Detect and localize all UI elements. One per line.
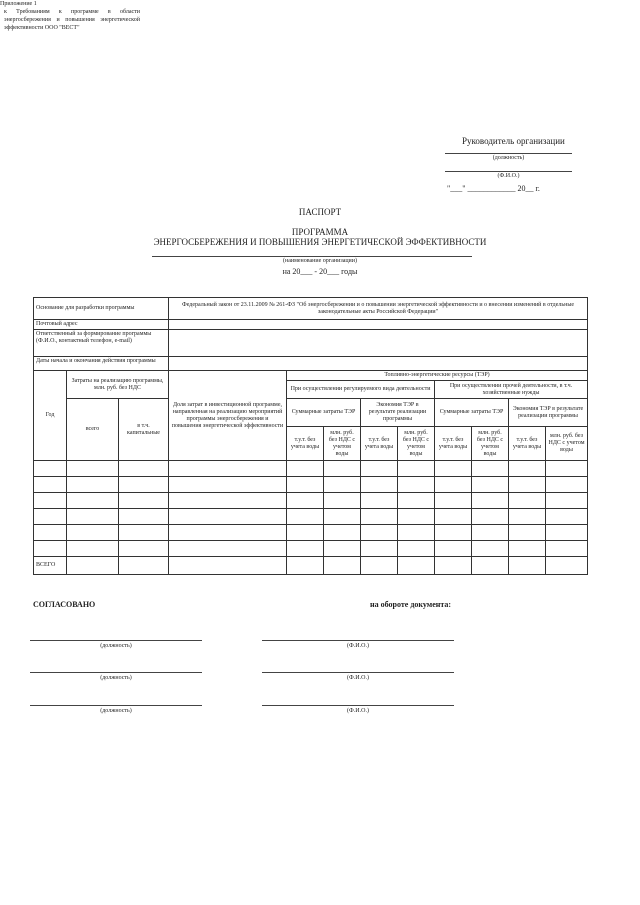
responsible-label: Ответственный за формирование программы (Ф.И.О., контактный телефон, e-mail) <box>34 330 169 357</box>
other-header: При осуществлении прочей деятельности, в т.ч. хозяйственные нужды <box>435 381 588 399</box>
program-years: на 20___ - 20___ годы <box>282 267 358 276</box>
responsible-value[interactable] <box>169 330 588 357</box>
passport-heading: ПАСПОРТ <box>298 207 342 217</box>
other-savings-header: Экономия ТЭР в результате реализации программы <box>509 399 588 427</box>
mln-header: млн. руб. без НДС с учетом воды <box>472 427 509 461</box>
tut-header: т.у.т. без учета воды <box>287 427 324 461</box>
year-header: Год <box>34 371 67 461</box>
appendix-title: Приложение 1 <box>0 1 37 7</box>
fio-caption-3: (Ф.И.О.) <box>347 708 369 714</box>
costs-header: Затраты на реализацию программы, млн. руб. без НДС <box>67 371 169 399</box>
fio-caption-1: (Ф.И.О.) <box>347 643 369 649</box>
approval-fio-caption: (Ф.И.О.) <box>497 173 520 179</box>
approval-date: "___" ____________ 20__ г. <box>447 184 540 193</box>
postal-value[interactable] <box>169 320 588 330</box>
program-title: ЭНЕРГОСБЕРЕЖЕНИЯ И ПОВЫШЕНИЯ ЭНЕРГЕТИЧЕСКОЙ ЭФФЕКТИВНОСТИ <box>153 237 487 247</box>
table-row[interactable] <box>34 541 588 557</box>
mln-header: млн. руб. без НДС с учетом воды <box>398 427 435 461</box>
reverse-note: на обороте документа: <box>370 600 452 609</box>
table-row[interactable] <box>34 493 588 509</box>
appendix-block <box>0 0 140 32</box>
position-caption-2: (должность) <box>100 675 132 681</box>
program-heading: ПРОГРАММА <box>291 227 349 237</box>
total-header: всего <box>67 399 119 461</box>
mln-header: млн. руб. без НДС с учетом воды <box>546 427 588 461</box>
regulated-savings-header: Экономия ТЭР в результате реализации программы <box>361 399 435 427</box>
fio-caption-2: (Ф.И.О.) <box>347 675 369 681</box>
other-total-costs-header: Суммарные затраты ТЭР <box>435 399 509 427</box>
table-row[interactable] <box>34 477 588 493</box>
basis-value: Федеральный закон от 23.11.2009 № 261-ФЗ "Об энергосбережении и о повышении энергетической эффективности и о внесении изменений в отдельные законодательные акты Российской Федерации" <box>169 298 588 320</box>
position-caption-3: (должность) <box>100 708 132 714</box>
total-row-label: ВСЕГО <box>34 557 67 575</box>
table-row[interactable] <box>34 525 588 541</box>
tut-header: т.у.т. без учета воды <box>435 427 472 461</box>
appendix-text: к Требованиям к программе в области энергосбережения и повышения энергетической эффективности ООО "ВЕСТ" <box>4 9 140 31</box>
capital-header: в т.ч. капитальные <box>119 399 169 461</box>
postal-label: Почтовый адрес <box>34 320 169 330</box>
passport-table <box>33 297 588 575</box>
position-caption-1: (должность) <box>100 643 132 649</box>
tut-header: т.у.т. без учета воды <box>509 427 546 461</box>
mln-header: млн. руб. без НДС с учетом воды <box>324 427 361 461</box>
basis-label: Основание для разработки программы <box>34 298 169 320</box>
regulated-header: При осуществлении регулируемого вида деятельности <box>287 381 435 399</box>
share-header: Доля затрат в инвестиционной программе, направленная на реализацию мероприятий программы энергосбережения и повышения энергетической эффективности <box>169 371 287 461</box>
org-name-caption: (наименование организации) <box>283 258 357 264</box>
agreed-heading: СОГЛАСОВАНО <box>33 600 96 609</box>
dates-label: Даты начала и окончания действия программы <box>34 357 169 371</box>
table-row[interactable] <box>34 509 588 525</box>
dates-value[interactable] <box>169 357 588 371</box>
approval-head: Руководитель организации <box>462 136 565 146</box>
fuel-header: Топливно-энергетические ресурсы (ТЭР) <box>287 371 588 381</box>
table-row[interactable] <box>34 461 588 477</box>
regulated-total-costs-header: Суммарные затраты ТЭР <box>287 399 361 427</box>
total-row[interactable] <box>34 557 588 575</box>
approval-position-caption: (должность) <box>492 155 525 161</box>
tut-header: т.у.т. без учета воды <box>361 427 398 461</box>
